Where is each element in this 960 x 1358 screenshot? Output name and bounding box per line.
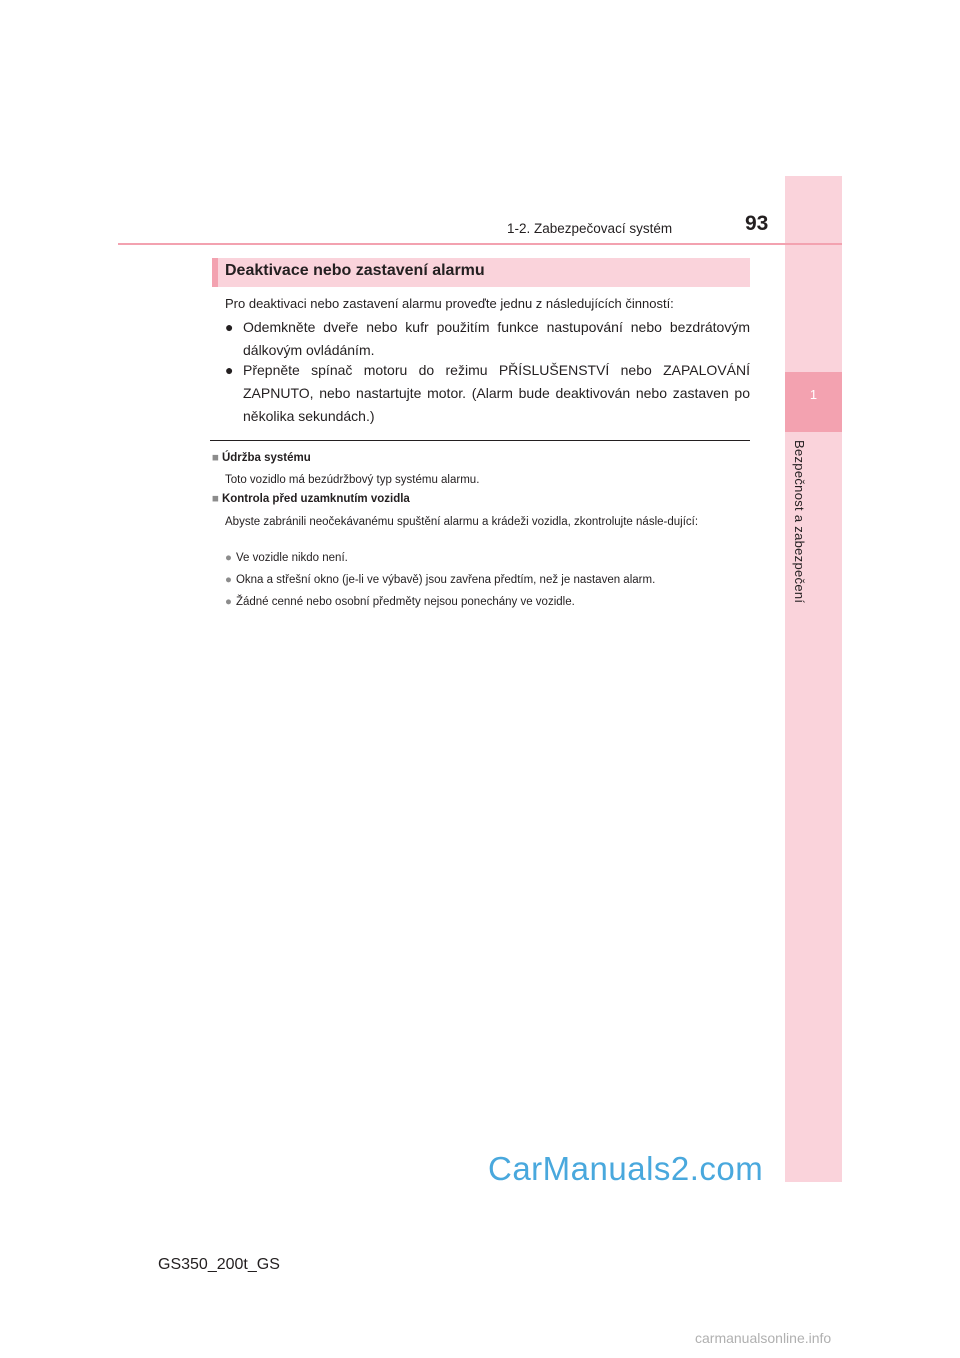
list-item: [225, 594, 750, 610]
bullet-icon: ●: [225, 574, 232, 586]
chapter-title: Bezpečnost a zabezpečení: [792, 440, 807, 604]
bullet-icon: ●: [225, 362, 234, 378]
note-heading: [212, 452, 311, 464]
list-item: [225, 359, 750, 428]
note-heading: [212, 493, 410, 505]
list-item-text: Odemkněte dveře nebo kufr použitím funkce nastupování nebo bezdrátovým dálkovým ovládáním.: [243, 319, 750, 358]
bullet-icon: ●: [225, 596, 232, 608]
list-item-text: Žádné cenné nebo osobní předměty nejsou ponechány ve vozidle.: [235, 596, 575, 608]
intro-text: Pro deaktivaci nebo zastavení alarmu proveďte jednu z následujících činností:: [225, 296, 674, 311]
square-bullet-icon: ■: [212, 493, 219, 505]
list-item-text: Okna a střešní okno (je-li ve výbavě) jsou zavřena předtím, než je nastaven alarm.: [235, 574, 656, 586]
list-item-text: Ve vozidle nikdo není.: [235, 552, 348, 564]
section-reference: 1-2. Zabezpečovací systém: [507, 221, 673, 236]
bullet-icon: ●: [225, 552, 232, 564]
square-bullet-icon: ■: [212, 452, 219, 464]
note-title: Kontrola před uzamknutím vozidla: [221, 493, 410, 505]
header-divider: [118, 243, 842, 245]
footer-source-link[interactable]: carmanualsonline.info: [695, 1330, 832, 1346]
watermark-link[interactable]: CarManuals2.com: [488, 1150, 764, 1187]
chapter-number: 1: [809, 387, 818, 402]
chapter-tab[interactable]: [785, 372, 842, 432]
list-item: [225, 572, 750, 588]
heading-accent: [212, 258, 218, 287]
list-item: [225, 550, 750, 566]
note-body: Toto vozidlo má bezúdržbový typ systému alarmu.: [225, 474, 480, 486]
side-band: [785, 176, 842, 1182]
page-number: 93: [745, 212, 769, 235]
section-heading: Deaktivace nebo zastavení alarmu: [225, 262, 485, 279]
note-body: Abyste zabránili neočekávanému spuštění alarmu a krádeži vozidla, zkontrolujte násle-dující:: [225, 516, 699, 528]
notes-divider: [210, 440, 750, 441]
footer-model-code: GS350_200t_GS: [158, 1256, 280, 1273]
list-item-text: Přepněte spínač motoru do režimu PŘÍSLUŠENSTVÍ nebo ZAPALOVÁNÍ ZAPNUTO, nebo nastartujte motor. (Alarm bude deaktivován nebo zastaven po několika sekundách.): [243, 362, 750, 424]
list-item: [225, 316, 750, 362]
note-title: Údržba systému: [221, 452, 311, 464]
bullet-icon: ●: [225, 319, 234, 335]
